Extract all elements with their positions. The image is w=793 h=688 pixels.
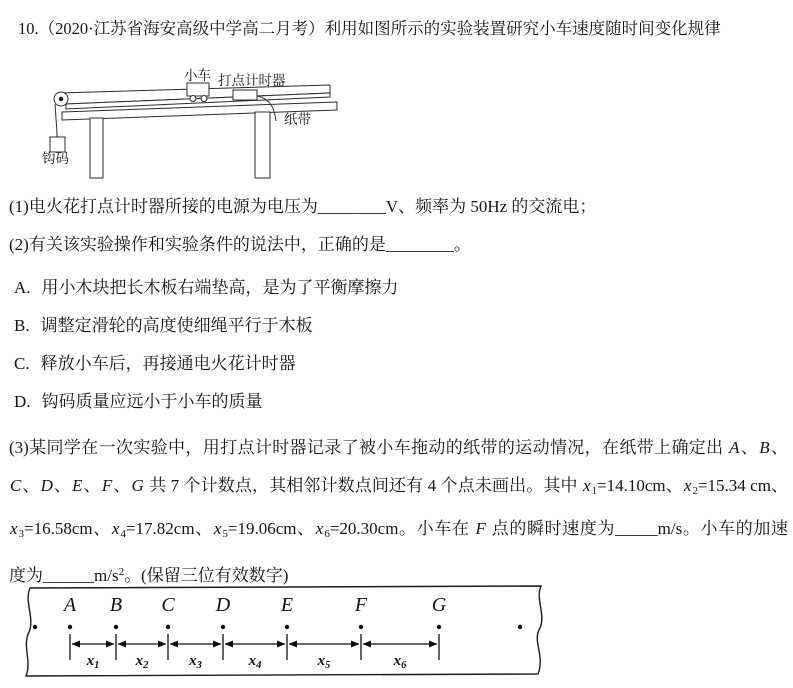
ticker-timer (233, 90, 257, 100)
tape-dot (518, 625, 522, 629)
pulley-axle (59, 97, 63, 101)
question-title (18, 16, 789, 42)
interval-label: $x_4$ (248, 653, 262, 671)
options-list (9, 269, 788, 421)
tape-dot (166, 625, 170, 629)
tape-point-label: G (431, 594, 447, 616)
option-d-text: 钩码质量应远小于小车的质量 (41, 392, 263, 411)
tape-point-label: B (109, 594, 123, 616)
question-source: （2020·江苏省海安高级中学高二月考） (38, 19, 325, 38)
question-2: (2)有关该实验操作和实验条件的说法中，正确的是________。 (9, 235, 471, 254)
string (55, 104, 57, 137)
option-c-text: 释放小车后，再接通电火花计时器 (40, 354, 296, 373)
option-d (9, 383, 788, 421)
tape-point-label: E (280, 594, 294, 616)
cart (187, 83, 209, 96)
timer-label: 打点计时器 (218, 73, 286, 88)
interval-label: $x_1$ (86, 653, 100, 671)
tape-dot (68, 625, 72, 629)
tape-label: 纸带 (284, 112, 311, 127)
option-b-text: 调整定滑轮的高度使细绳平行于木板 (40, 316, 313, 335)
tape-drawing (20, 582, 555, 682)
weight-label: 钩码 (42, 151, 69, 166)
apparatus-figure (0, 60, 350, 190)
option-b (9, 307, 788, 345)
option-b-label: B. (14, 316, 30, 335)
table-leg-left (90, 118, 103, 178)
question-1: (1)电火花打点计时器所接的电源为电压为________V、频率为 50Hz 的交流电； (9, 197, 597, 216)
question-body (9, 188, 788, 595)
option-c (9, 345, 788, 383)
option-d-label: D. (14, 392, 31, 411)
question-3: (3)某同学在一次实验中，用打点计时器记录了被小车拖动的纸带的运动情况，在纸带上确定出 A、B、C、D、E、F、G 共 7 个计数点，其相邻计数点间还有 4 个点未画出。其中 $x_1=14.10cm$、$x_2=15.34$ cm、$x_3=16.58cm$、$x_4=17.82cm$、$x_5=19.06cm$、$x_6=20.30cm$。小车在 F 点的瞬时速度为_____m/s。小车的加速度为$\_\_\_\_\_\_m/s^2$。(保留三位有效数字) (9, 438, 789, 585)
question-number: 10. (18, 19, 39, 38)
interval-label: $x_6$ (393, 653, 407, 671)
interval-label: $x_5$ (317, 653, 331, 671)
tape-figure (20, 582, 555, 682)
tape-point-label: C (161, 594, 175, 616)
tape-dot (114, 625, 118, 629)
apparatus-drawing (0, 60, 350, 190)
tape-dot (221, 625, 225, 629)
table-leg-right (255, 112, 270, 178)
interval-label: $x_2$ (135, 653, 149, 671)
tape-point-label: F (354, 594, 368, 616)
hook-weight (50, 137, 65, 152)
option-c-label: C. (14, 354, 30, 373)
tape-point-label: D (215, 594, 231, 616)
tape-dot (285, 625, 289, 629)
tape-point-label: A (63, 594, 77, 616)
option-a-text: 用小木块把长木板右端垫高，是为了平衡摩擦力 (41, 278, 399, 297)
option-a (9, 269, 788, 307)
interval-label: $x_3$ (189, 653, 202, 671)
cart-label: 小车 (184, 68, 211, 83)
question-title-text: 利用如图所示的实验装置研究小车速度随时间变化规律 (324, 19, 721, 38)
tape-dot (437, 625, 441, 629)
option-a-label: A. (14, 278, 31, 297)
tape-dot (359, 625, 363, 629)
tape-dot (33, 625, 37, 629)
cart-wheel-left (190, 96, 196, 102)
cart-wheel-right (201, 96, 207, 102)
